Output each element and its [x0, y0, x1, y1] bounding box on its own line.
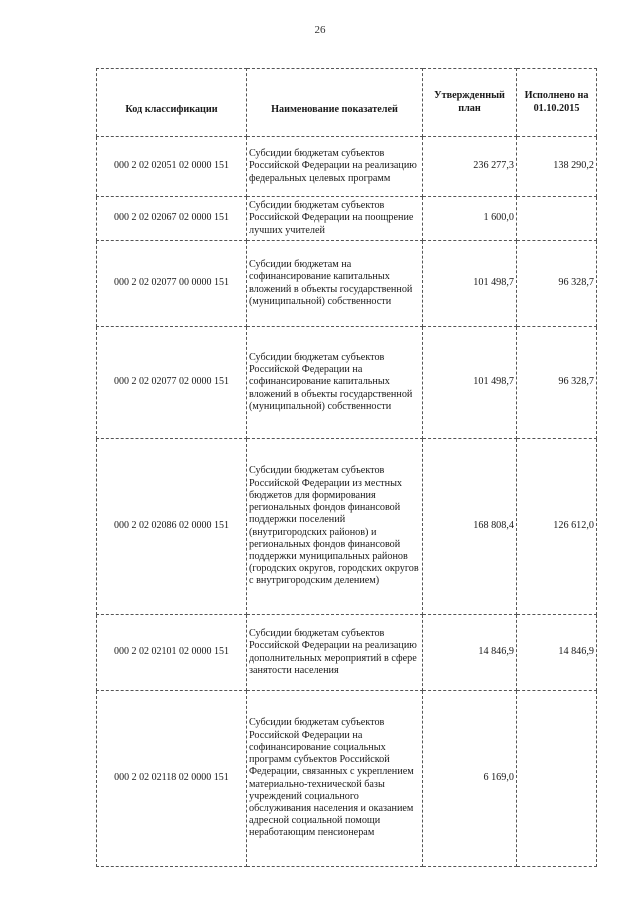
row-done	[517, 691, 597, 867]
page-number: 26	[314, 24, 326, 36]
row-name: Субсидии бюджетам субъектов Российской Федерации на поощрение лучших учителей	[247, 197, 423, 241]
row-name: Субсидии бюджетам на софинансирование капитальных вложений в объекты государственной (муниципальной) собственности	[247, 241, 423, 327]
row-done: 96 328,7	[517, 327, 597, 439]
row-plan: 6 169,0	[423, 691, 517, 867]
table-header-row	[97, 69, 597, 137]
row-plan: 101 498,7	[423, 327, 517, 439]
row-plan: 168 808,4	[423, 439, 517, 615]
table-row	[97, 615, 597, 691]
table-row	[97, 327, 597, 439]
row-done: 14 846,9	[517, 615, 597, 691]
table-row	[97, 197, 597, 241]
row-code: 000 2 02 02077 02 0000 151	[97, 327, 247, 439]
row-done: 96 328,7	[517, 241, 597, 327]
row-name: Субсидии бюджетам субъектов Российской Федерации на реализацию дополнительных мероприятий в сфере занятости населения	[247, 615, 423, 691]
row-code: 000 2 02 02101 02 0000 151	[97, 615, 247, 691]
row-plan: 1 600,0	[423, 197, 517, 241]
table-row	[97, 691, 597, 867]
row-done: 126 612,0	[517, 439, 597, 615]
row-plan: 14 846,9	[423, 615, 517, 691]
row-code: 000 2 02 02118 02 0000 151	[97, 691, 247, 867]
row-name: Субсидии бюджетам субъектов Российской Федерации из местных бюджетов для формирования региональных фондов финансовой поддержки поселений (внутригородских районов) и региональных фондов финансовой поддержки муниципальных районов (городских округов, городских округов с внутригородским делением)	[247, 439, 423, 615]
budget-table	[96, 68, 597, 867]
row-plan: 236 277,3	[423, 137, 517, 197]
row-code: 000 2 02 02077 00 0000 151	[97, 241, 247, 327]
row-done: 138 290,2	[517, 137, 597, 197]
table-row	[97, 439, 597, 615]
row-name: Субсидии бюджетам субъектов Российской Федерации на реализацию федеральных целевых программ	[247, 137, 423, 197]
row-code: 000 2 02 02086 02 0000 151	[97, 439, 247, 615]
table-row	[97, 137, 597, 197]
row-done	[517, 197, 597, 241]
header-code: Код классификации	[97, 69, 247, 137]
header-name: Наименование показателей	[247, 69, 423, 137]
row-code: 000 2 02 02051 02 0000 151	[97, 137, 247, 197]
header-plan: Утвержденный план	[423, 69, 517, 137]
header-done: Исполнено на 01.10.2015	[517, 69, 597, 137]
row-code: 000 2 02 02067 02 0000 151	[97, 197, 247, 241]
row-name: Субсидии бюджетам субъектов Российской Федерации на софинансирование капитальных вложений в объекты государственной (муниципальной) собственности	[247, 327, 423, 439]
row-name: Субсидии бюджетам субъектов Российской Федерации на софинансирование социальных программ субъектов Российской Федерации, связанных с укреплением материально-технической базы учреждений социального обслуживания населения и оказанием адресной социальной помощи неработающим пенсионерам	[247, 691, 423, 867]
table-row	[97, 241, 597, 327]
row-plan: 101 498,7	[423, 241, 517, 327]
